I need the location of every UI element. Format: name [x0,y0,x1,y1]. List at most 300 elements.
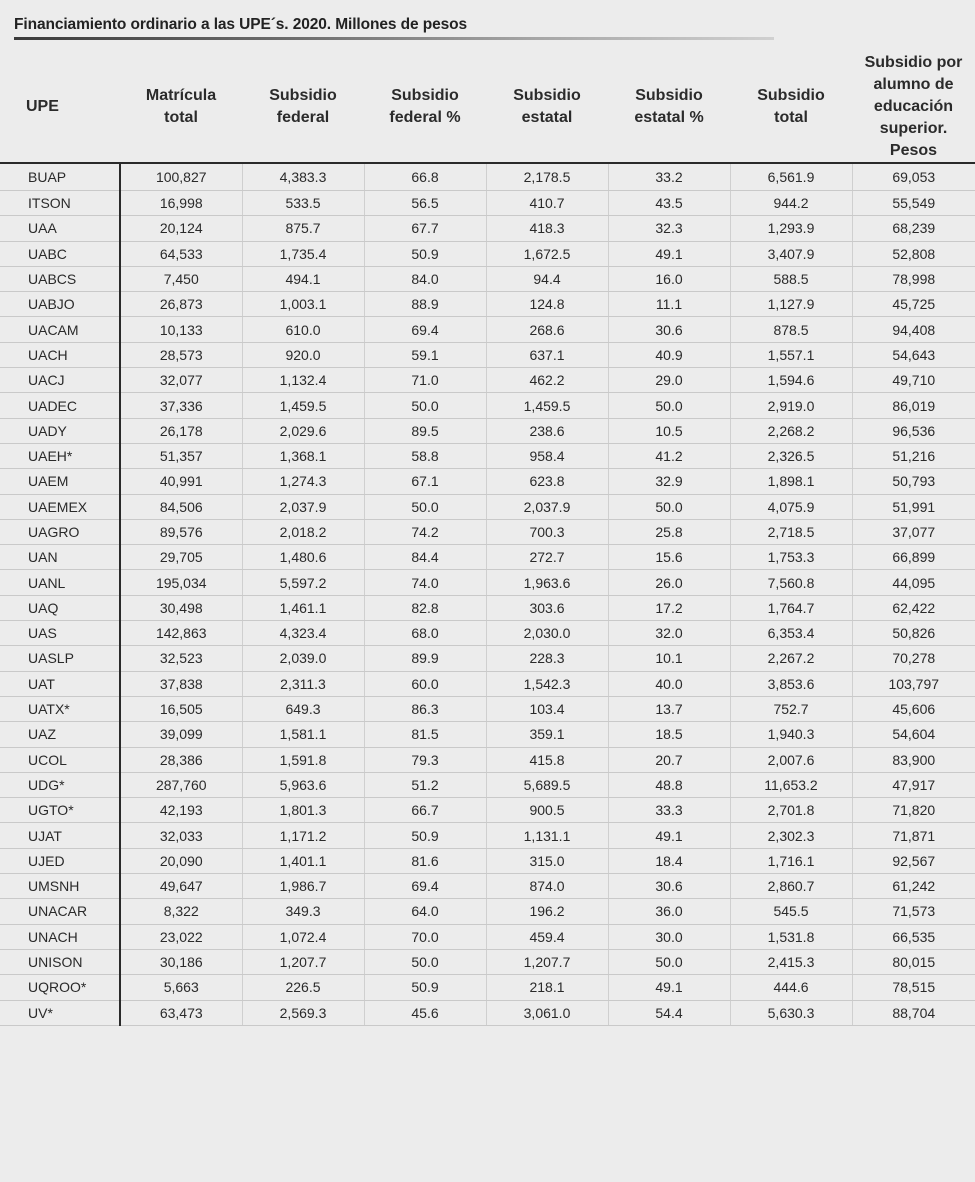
table-cell: 13.7 [608,696,730,721]
table-cell: 30,186 [120,949,242,974]
table-cell: 8,322 [120,899,242,924]
table-cell: 94.4 [486,266,608,291]
table-cell: 2,267.2 [730,646,852,671]
table-cell: 1,531.8 [730,924,852,949]
column-header-line: alumno de [873,76,954,93]
column-header-line: total [164,109,198,126]
table-row [0,191,975,216]
row-label-upe: UQROO* [0,975,120,1000]
table-cell: 3,853.6 [730,671,852,696]
table-cell: 89.5 [364,418,486,443]
table-cell: 3,407.9 [730,241,852,266]
table-cell: 49.1 [608,975,730,1000]
table-cell: 920.0 [242,342,364,367]
row-label-upe: UACH [0,342,120,367]
table-cell: 2,030.0 [486,621,608,646]
table-cell: 80,015 [852,949,975,974]
table-cell: 4,323.4 [242,621,364,646]
table-cell: 51,216 [852,443,975,468]
row-label-upe: UANL [0,570,120,595]
table-cell: 41.2 [608,443,730,468]
table-cell: 39,099 [120,722,242,747]
table-cell: 2,326.5 [730,443,852,468]
table-cell: 1,401.1 [242,848,364,873]
table-cell: 47,917 [852,772,975,797]
table-cell: 96,536 [852,418,975,443]
table-cell: 545.5 [730,899,852,924]
table-cell: 32.9 [608,469,730,494]
table-cell: 1,003.1 [242,292,364,317]
table-cell: 1,594.6 [730,368,852,393]
table-body [0,163,975,1025]
row-label-upe: UAS [0,621,120,646]
table-cell: 37,077 [852,519,975,544]
table-cell: 54,643 [852,342,975,367]
table-cell: 2,860.7 [730,874,852,899]
table-row [0,266,975,291]
table-cell: 71.0 [364,368,486,393]
row-label-upe: UAZ [0,722,120,747]
row-label-upe: UAN [0,545,120,570]
table-cell: 30.0 [608,924,730,949]
table-cell: 15.6 [608,545,730,570]
column-header-line: Subsidio [635,87,703,104]
table-cell: 16,505 [120,696,242,721]
table-cell: 50.0 [608,393,730,418]
column-header-line: educación [873,98,954,115]
table-title-block [14,16,774,40]
table-cell: 2,037.9 [486,494,608,519]
table-cell: 623.8 [486,469,608,494]
table-cell: 54.4 [608,1000,730,1025]
table-cell: 92,567 [852,848,975,873]
row-label-upe: UJED [0,848,120,873]
table-row [0,443,975,468]
table-cell: 84.4 [364,545,486,570]
table-cell: 68.0 [364,621,486,646]
table-cell: 49.1 [608,823,730,848]
table-row [0,924,975,949]
table-cell: 20,090 [120,848,242,873]
table-cell: 42,193 [120,798,242,823]
table-cell: 11.1 [608,292,730,317]
table-cell: 50,826 [852,621,975,646]
table-row [0,899,975,924]
table-cell: 1,764.7 [730,595,852,620]
row-label-upe: UADEC [0,393,120,418]
table-cell: 86.3 [364,696,486,721]
table-row [0,519,975,544]
table-cell: 1,368.1 [242,443,364,468]
table-cell: 49.1 [608,241,730,266]
table-cell: 2,415.3 [730,949,852,974]
table-cell: 50.0 [364,949,486,974]
table-row [0,1000,975,1025]
table-cell: 100,827 [120,163,242,191]
table-cell: 4,383.3 [242,163,364,191]
table-cell: 900.5 [486,798,608,823]
row-label-upe: UMSNH [0,874,120,899]
column-header [730,52,852,163]
table-cell: 1,461.1 [242,595,364,620]
table-cell: 1,716.1 [730,848,852,873]
table-cell: 29.0 [608,368,730,393]
table-cell: 32,523 [120,646,242,671]
table-cell: 94,408 [852,317,975,342]
table-row [0,621,975,646]
column-header [852,52,975,163]
table-cell: 67.1 [364,469,486,494]
table-row [0,317,975,342]
table-cell: 30,498 [120,595,242,620]
table-cell: 124.8 [486,292,608,317]
table-cell: 533.5 [242,191,364,216]
column-header-line: superior. [879,120,948,137]
column-header [120,52,242,163]
table-cell: 5,630.3 [730,1000,852,1025]
table-cell: 1,581.1 [242,722,364,747]
table-row [0,241,975,266]
table-cell: 272.7 [486,545,608,570]
table-cell: 83,900 [852,747,975,772]
table-cell: 37,336 [120,393,242,418]
table-cell: 1,735.4 [242,241,364,266]
header-row [0,52,975,163]
table-cell: 84,506 [120,494,242,519]
row-label-upe: UNISON [0,949,120,974]
table-cell: 40.0 [608,671,730,696]
column-header [486,52,608,163]
table-cell: 462.2 [486,368,608,393]
table-cell: 63,473 [120,1000,242,1025]
table-cell: 359.1 [486,722,608,747]
table-cell: 43.5 [608,191,730,216]
table-cell: 17.2 [608,595,730,620]
row-label-upe: UAGRO [0,519,120,544]
table-cell: 2,268.2 [730,418,852,443]
table-cell: 32.3 [608,216,730,241]
table-cell: 1,986.7 [242,874,364,899]
table-cell: 7,560.8 [730,570,852,595]
table-cell: 32,077 [120,368,242,393]
table-cell: 71,573 [852,899,975,924]
table-row [0,342,975,367]
table-cell: 2,007.6 [730,747,852,772]
table-cell: 3,061.0 [486,1000,608,1025]
row-label-upe: UNACH [0,924,120,949]
table-row [0,975,975,1000]
table-cell: 415.8 [486,747,608,772]
table-cell: 61,242 [852,874,975,899]
table-cell: 78,998 [852,266,975,291]
table-cell: 1,480.6 [242,545,364,570]
table-row [0,393,975,418]
table-cell: 44,095 [852,570,975,595]
row-label-upe: UABJO [0,292,120,317]
table-cell: 28,573 [120,342,242,367]
table-row [0,469,975,494]
table-cell: 874.0 [486,874,608,899]
table-cell: 25.8 [608,519,730,544]
table-cell: 26.0 [608,570,730,595]
table-cell: 32.0 [608,621,730,646]
table-cell: 287,760 [120,772,242,797]
table-cell: 71,871 [852,823,975,848]
table-cell: 69,053 [852,163,975,191]
column-header-line: Subsidio por [864,54,963,71]
table-cell: 5,597.2 [242,570,364,595]
table-cell: 69.4 [364,874,486,899]
table-cell: 40,991 [120,469,242,494]
table-cell: 88.9 [364,292,486,317]
table-cell: 5,963.6 [242,772,364,797]
column-header-line: estatal % [634,109,704,126]
row-label-upe: UAEH* [0,443,120,468]
table-cell: 68,239 [852,216,975,241]
table-cell: 218.1 [486,975,608,1000]
table-cell: 66,899 [852,545,975,570]
table-row [0,671,975,696]
table-cell: 88,704 [852,1000,975,1025]
table-cell: 238.6 [486,418,608,443]
table-cell: 588.5 [730,266,852,291]
table-cell: 1,132.4 [242,368,364,393]
row-label-upe: UAEMEX [0,494,120,519]
column-header [608,52,730,163]
column-header-line: Matrícula [145,87,217,104]
table-cell: 349.3 [242,899,364,924]
table-cell: 78,515 [852,975,975,1000]
row-label-upe: UAT [0,671,120,696]
column-header [242,52,364,163]
table-row [0,595,975,620]
table-cell: 315.0 [486,848,608,873]
table-cell: 64,533 [120,241,242,266]
table-cell: 16.0 [608,266,730,291]
table-cell: 5,663 [120,975,242,1000]
table-cell: 1,940.3 [730,722,852,747]
table-cell: 1,171.2 [242,823,364,848]
table-row [0,494,975,519]
table-row [0,570,975,595]
table-cell: 62,422 [852,595,975,620]
table-cell: 54,604 [852,722,975,747]
table-cell: 26,178 [120,418,242,443]
row-label-upe: UABCS [0,266,120,291]
row-label-upe: BUAP [0,163,120,191]
row-label-upe: UAA [0,216,120,241]
table-cell: 1,459.5 [486,393,608,418]
table-cell: 10.1 [608,646,730,671]
table-row [0,216,975,241]
table-cell: 49,647 [120,874,242,899]
row-label-upe: UABC [0,241,120,266]
table-row [0,545,975,570]
financing-table [0,52,975,1026]
table-cell: 60.0 [364,671,486,696]
table-cell: 52,808 [852,241,975,266]
row-label-upe: UV* [0,1000,120,1025]
table-cell: 45.6 [364,1000,486,1025]
column-header-line: Subsidio [513,87,581,104]
table-cell: 58.8 [364,443,486,468]
table-cell: 2,029.6 [242,418,364,443]
table-cell: 45,606 [852,696,975,721]
table-cell: 1,072.4 [242,924,364,949]
table-cell: 32,033 [120,823,242,848]
table-row [0,163,975,191]
table-cell: 196.2 [486,899,608,924]
table-cell: 20,124 [120,216,242,241]
table-cell: 2,701.8 [730,798,852,823]
table-cell: 18.4 [608,848,730,873]
table-cell: 20.7 [608,747,730,772]
row-label-upe: UAEM [0,469,120,494]
table-cell: 6,561.9 [730,163,852,191]
table-cell: 228.3 [486,646,608,671]
column-header-line: Pesos [889,142,938,159]
table-row [0,772,975,797]
table-cell: 49,710 [852,368,975,393]
table-cell: 59.1 [364,342,486,367]
table-cell: 70,278 [852,646,975,671]
table-cell: 1,801.3 [242,798,364,823]
table-row [0,418,975,443]
row-label-upe: UADY [0,418,120,443]
table-cell: 81.5 [364,722,486,747]
table-cell: 40.9 [608,342,730,367]
table-cell: 30.6 [608,874,730,899]
table-cell: 50.0 [364,393,486,418]
table-cell: 1,591.8 [242,747,364,772]
table-cell: 494.1 [242,266,364,291]
table-cell: 50.0 [608,494,730,519]
column-header-line: federal % [389,109,461,126]
row-label-upe: UJAT [0,823,120,848]
table-cell: 18.5 [608,722,730,747]
column-header-line: UPE [26,98,59,115]
table-row [0,848,975,873]
table-cell: 142,863 [120,621,242,646]
table-cell: 944.2 [730,191,852,216]
table-cell: 4,075.9 [730,494,852,519]
table-row [0,823,975,848]
table-cell: 50.0 [608,949,730,974]
table-cell: 268.6 [486,317,608,342]
table-header [0,52,975,163]
table-cell: 56.5 [364,191,486,216]
table-cell: 74.2 [364,519,486,544]
table-cell: 23,022 [120,924,242,949]
row-label-upe: UDG* [0,772,120,797]
table-cell: 33.2 [608,163,730,191]
table-cell: 875.7 [242,216,364,241]
table-cell: 1,557.1 [730,342,852,367]
table-cell: 1,459.5 [242,393,364,418]
column-header [0,52,120,163]
table-cell: 103.4 [486,696,608,721]
table-cell: 51.2 [364,772,486,797]
table-cell: 50.9 [364,241,486,266]
table-cell: 1,131.1 [486,823,608,848]
table-cell: 26,873 [120,292,242,317]
table-cell: 2,569.3 [242,1000,364,1025]
table-cell: 89.9 [364,646,486,671]
table-cell: 459.4 [486,924,608,949]
table-cell: 1,963.6 [486,570,608,595]
table-cell: 637.1 [486,342,608,367]
row-label-upe: UAQ [0,595,120,620]
table-cell: 610.0 [242,317,364,342]
column-header-line: Subsidio [757,87,825,104]
table-cell: 103,797 [852,671,975,696]
table-cell: 1,207.7 [242,949,364,974]
table-row [0,798,975,823]
row-label-upe: UATX* [0,696,120,721]
table-title: Financiamiento ordinario a las UPE´s. 2020. Millones de pesos [14,16,468,33]
table-cell: 2,037.9 [242,494,364,519]
table-cell: 2,018.2 [242,519,364,544]
table-cell: 37,838 [120,671,242,696]
table-row [0,368,975,393]
table-cell: 36.0 [608,899,730,924]
table-row [0,696,975,721]
table-cell: 1,127.9 [730,292,852,317]
column-header-line: federal [276,109,330,126]
table-cell: 48.8 [608,772,730,797]
column-header-line: total [774,109,808,126]
row-label-upe: UCOL [0,747,120,772]
table-cell: 2,919.0 [730,393,852,418]
table-cell: 2,039.0 [242,646,364,671]
table-cell: 66.8 [364,163,486,191]
table-cell: 226.5 [242,975,364,1000]
table-row [0,949,975,974]
table-cell: 51,991 [852,494,975,519]
table-cell: 2,311.3 [242,671,364,696]
table-cell: 444.6 [730,975,852,1000]
table-cell: 1,898.1 [730,469,852,494]
table-cell: 11,653.2 [730,772,852,797]
table-cell: 7,450 [120,266,242,291]
table-cell: 958.4 [486,443,608,468]
table-cell: 6,353.4 [730,621,852,646]
table-cell: 29,705 [120,545,242,570]
table-cell: 50.9 [364,823,486,848]
table-cell: 418.3 [486,216,608,241]
table-row [0,646,975,671]
column-header-line: Subsidio [391,87,459,104]
table-cell: 51,357 [120,443,242,468]
table-cell: 30.6 [608,317,730,342]
column-header-line: Subsidio [269,87,337,104]
table-cell: 79.3 [364,747,486,772]
table-row [0,747,975,772]
table-cell: 66.7 [364,798,486,823]
table-cell: 10,133 [120,317,242,342]
table-cell: 64.0 [364,899,486,924]
column-header-line: estatal [521,109,573,126]
table-cell: 878.5 [730,317,852,342]
table-cell: 1,542.3 [486,671,608,696]
table-cell: 33.3 [608,798,730,823]
column-header [364,52,486,163]
row-label-upe: UNACAR [0,899,120,924]
table-cell: 50,793 [852,469,975,494]
table-cell: 303.6 [486,595,608,620]
row-label-upe: UACJ [0,368,120,393]
table-cell: 2,718.5 [730,519,852,544]
